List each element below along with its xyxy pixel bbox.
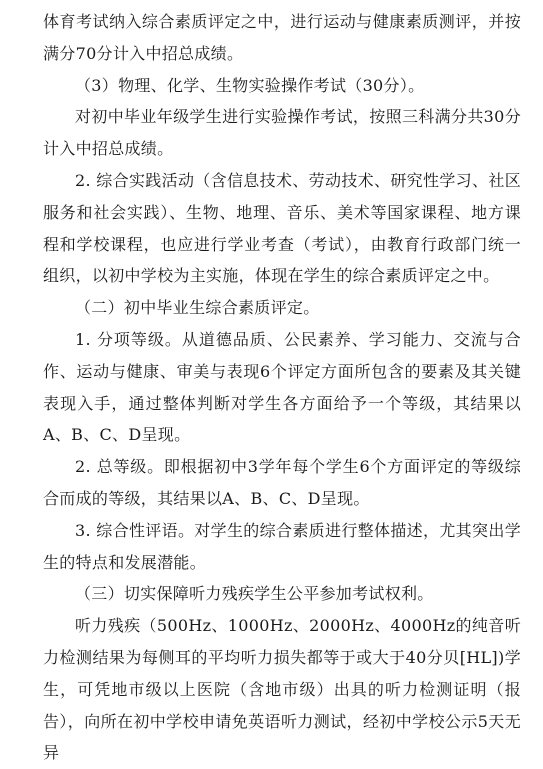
- paragraph-section-three-heading: （三）切实保障听力残疾学生公平参加考试权利。: [75, 584, 434, 604]
- paragraph-practical-activities: 2. 综合实践活动（含信息技术、劳动技术、研究性学习、社区服务和社会实践）、生物、地理、音乐、美术等国家课程、地方课程和学校课程，也应进行学业考查（考试），由教育行政部门统一组织，以初中学校为主实施，体现在学生的综合素质评定之中。: [43, 170, 521, 286]
- paragraph-hearing-disability: 听力残疾（500Hz、1000Hz、2000Hz、4000Hz的纯音听力检测结果为每侧耳的平均听力损失都等于或大于40分贝[HL])学生，可凭地市级以上医院（含地市级）出具的听力检测证明（报告），向所在初中学校申请免英语听力测试，经初中学校公示5天无异: [43, 616, 521, 763]
- paragraph-pe-exam-continued: 体育考试纳入综合素质评定之中，进行运动与健康素质测评，并按满分70分计入中招总成绩。: [43, 12, 521, 63]
- paragraph-item-grades: 1. 分项等级。从道德品质、公民素养、学习能力、交流与合作、运动与健康、审美与表现6个评定方面所包含的要素及其关键表现入手，通过整体判断对学生各方面给予一个等级，其结果以A、B、C、D呈现。: [43, 329, 521, 445]
- paragraph-lab-exam-heading: （3）物理、化学、生物实验操作考试（30分）。: [75, 75, 425, 95]
- paragraph-section-two-heading: （二）初中毕业生综合素质评定。: [75, 298, 320, 318]
- paragraph-lab-exam-body: 对初中毕业年级学生进行实验操作考试，按照三科满分共30分计入中招总成绩。: [43, 107, 521, 159]
- paragraph-comprehensive-comment: 3. 综合性评语。对学生的综合素质进行整体描述，尤其突出学生的特点和发展潜能。: [43, 520, 521, 572]
- paragraph-overall-grade: 2. 总等级。即根据初中3学年每个学生6个方面评定的等级综合而成的等级，其结果以A、B、C、D呈现。: [43, 457, 521, 508]
